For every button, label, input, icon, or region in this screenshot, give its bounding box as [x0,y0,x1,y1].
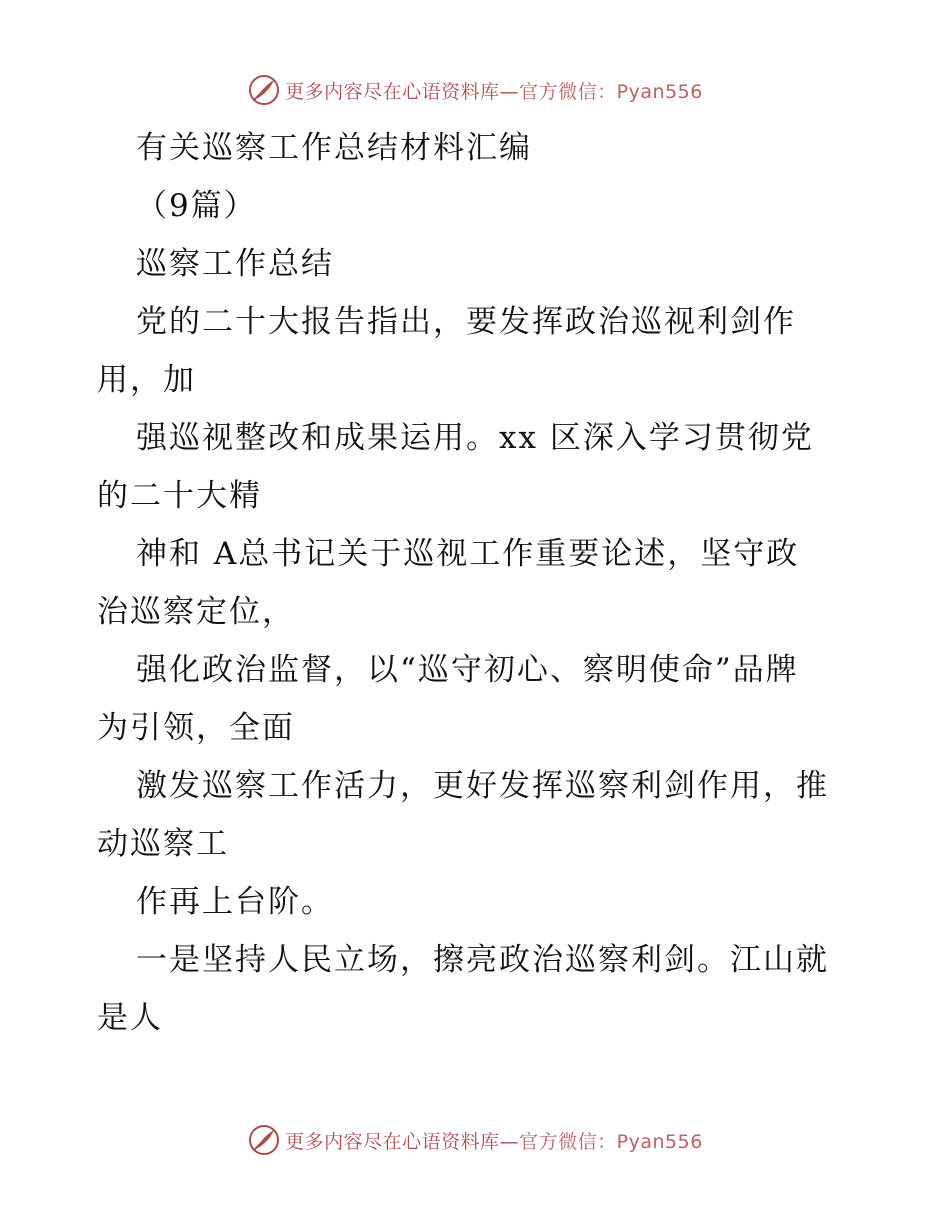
paragraph-line: 为引领，全面 [97,710,295,746]
banner-text: 更多内容尽在心语资料库—官方微信：Pyan556 [285,80,703,103]
footer-banner [0,1120,950,1160]
feather-quill-logo-icon [247,73,281,107]
document-title: 有关巡察工作总结材料汇编 [136,130,532,166]
paragraph-line: 作再上台阶。 [136,884,334,920]
feather-quill-logo-icon [247,1123,281,1157]
paragraph-line: 激发巡察工作活力，更好发挥巡察利剑作用，推 [136,768,829,804]
header-banner [0,70,950,110]
banner-text: 更多内容尽在心语资料库—官方微信：Pyan556 [285,1130,703,1153]
paragraph-line: 是人 [97,1000,163,1036]
paragraph-line: 一是坚持人民立场，擦亮政治巡察利剑。江山就 [136,942,829,978]
paragraph-line: 强化政治监督，以“巡守初心、察明使命”品牌 [136,652,799,688]
paragraph-line: 治巡察定位， [97,594,295,630]
paragraph-line: 党的二十大报告指出，要发挥政治巡视利剑作 [136,304,796,340]
document-subtitle: （9篇） [136,188,257,224]
paragraph-line: 强巡视整改和成果运用。xx 区深入学习贯彻党 [136,420,814,456]
paragraph-line: 动巡察工 [97,826,229,862]
paragraph-line: 的二十大精 [97,478,262,514]
paragraph-line: 用，加 [97,362,196,398]
paragraph-line: 神和 A总书记关于巡视工作重要论述，坚守政 [136,536,800,572]
section-heading: 巡察工作总结 [136,246,334,282]
